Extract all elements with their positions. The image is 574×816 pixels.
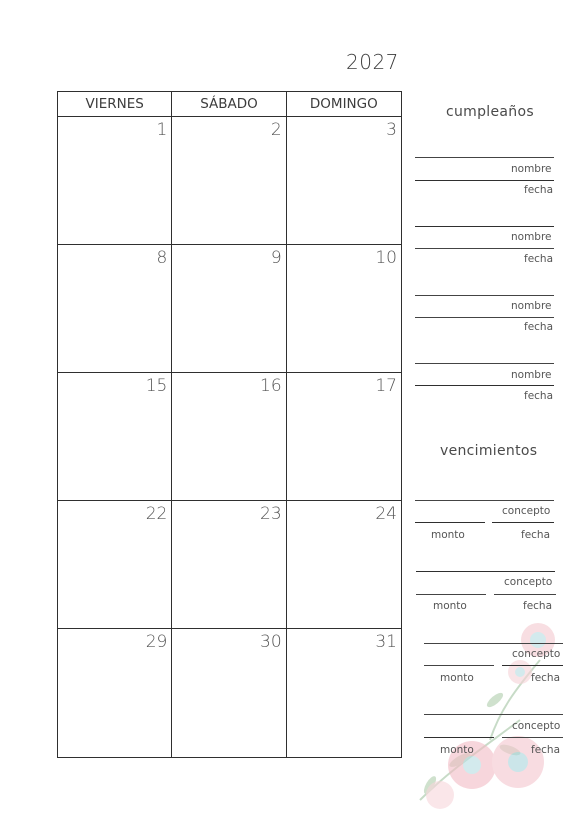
day-cell[interactable]: [172, 245, 286, 373]
due-concept-label: concepto: [512, 720, 561, 732]
due-concept-line[interactable]: [424, 714, 563, 715]
day-cell[interactable]: [287, 117, 401, 245]
birthday-date-line[interactable]: [415, 317, 554, 318]
day-cell[interactable]: [287, 629, 401, 757]
due-date-line[interactable]: [492, 522, 554, 523]
weekday-sunday: DOMINGO: [309, 96, 378, 112]
day-number: 2: [270, 120, 282, 140]
day-cell[interactable]: [287, 501, 401, 629]
birthday-name-line[interactable]: [415, 295, 554, 296]
day-number: 30: [260, 632, 282, 652]
due-amount-line[interactable]: [416, 594, 486, 595]
day-cell[interactable]: [172, 629, 286, 757]
due-date-line[interactable]: [502, 737, 563, 738]
due-amount-line[interactable]: [424, 737, 494, 738]
birthday-date-label: fecha: [524, 390, 554, 402]
birthday-date-line[interactable]: [415, 385, 554, 386]
due-concept-line[interactable]: [416, 571, 555, 572]
due-date-line[interactable]: [494, 594, 556, 595]
weekday-header: [58, 92, 401, 117]
due-amount-line[interactable]: [424, 665, 494, 666]
birthday-date-label: fecha: [524, 253, 554, 265]
birthday-date-line[interactable]: [415, 248, 554, 249]
due-amount-label: monto: [440, 744, 474, 756]
day-number: 24: [375, 504, 397, 524]
due-concept-label: concepto: [504, 576, 553, 588]
birthday-name-label: nombre: [511, 300, 552, 312]
due-amount-label: monto: [440, 672, 474, 684]
weekday-friday: VIERNES: [58, 92, 172, 116]
day-cell[interactable]: [172, 501, 286, 629]
due-concept-label: concepto: [512, 648, 561, 660]
day-number: 1: [156, 120, 168, 140]
day-cell[interactable]: [58, 117, 172, 245]
weekday-saturday: SÁBADO: [172, 92, 286, 116]
due-date-label: fecha: [531, 744, 561, 756]
due-amount-label: monto: [431, 529, 465, 541]
birthday-name-label: nombre: [511, 231, 552, 243]
day-number: 8: [156, 248, 168, 268]
day-number: 23: [260, 504, 282, 524]
due-concept-label: concepto: [502, 505, 551, 517]
day-cell[interactable]: [58, 501, 172, 629]
calendar-body: [58, 117, 401, 757]
birthday-date-label: fecha: [524, 321, 554, 333]
birthday-date-label: fecha: [524, 184, 554, 196]
day-number: 16: [260, 376, 282, 396]
day-cell[interactable]: [58, 373, 172, 501]
year-label: 2027: [346, 50, 399, 74]
due-date-label: fecha: [531, 672, 561, 684]
due-date-label: fecha: [523, 600, 553, 612]
floral-decoration-icon: [400, 600, 574, 816]
day-cell[interactable]: [172, 373, 286, 501]
birthday-name-line[interactable]: [415, 363, 554, 364]
day-cell[interactable]: [287, 373, 401, 501]
day-number: 15: [145, 376, 168, 396]
day-number: 22: [145, 504, 168, 524]
day-number: 9: [270, 248, 282, 268]
day-number: 10: [375, 248, 397, 268]
birthday-name-line[interactable]: [415, 226, 554, 227]
day-number: 31: [375, 632, 397, 652]
day-number: 29: [145, 632, 168, 652]
day-cell[interactable]: [172, 117, 286, 245]
birthday-name-label: nombre: [511, 369, 552, 381]
due-concept-line[interactable]: [424, 643, 563, 644]
birthday-name-label: nombre: [511, 163, 552, 175]
calendar-grid: [57, 91, 402, 758]
due-amount-line[interactable]: [415, 522, 485, 523]
day-number: 3: [386, 120, 397, 140]
day-cell[interactable]: [58, 245, 172, 373]
birthday-name-line[interactable]: [415, 157, 554, 158]
due-date-label: fecha: [521, 529, 551, 541]
birthday-date-line[interactable]: [415, 180, 554, 181]
day-cell[interactable]: [58, 629, 172, 757]
day-cell[interactable]: [287, 245, 401, 373]
due-concept-line[interactable]: [415, 500, 554, 501]
due-date-line[interactable]: [502, 665, 563, 666]
birthdays-title: cumpleaños: [446, 104, 534, 120]
due-amount-label: monto: [433, 600, 467, 612]
day-number: 17: [375, 376, 397, 396]
due-dates-title: vencimientos: [440, 443, 538, 459]
